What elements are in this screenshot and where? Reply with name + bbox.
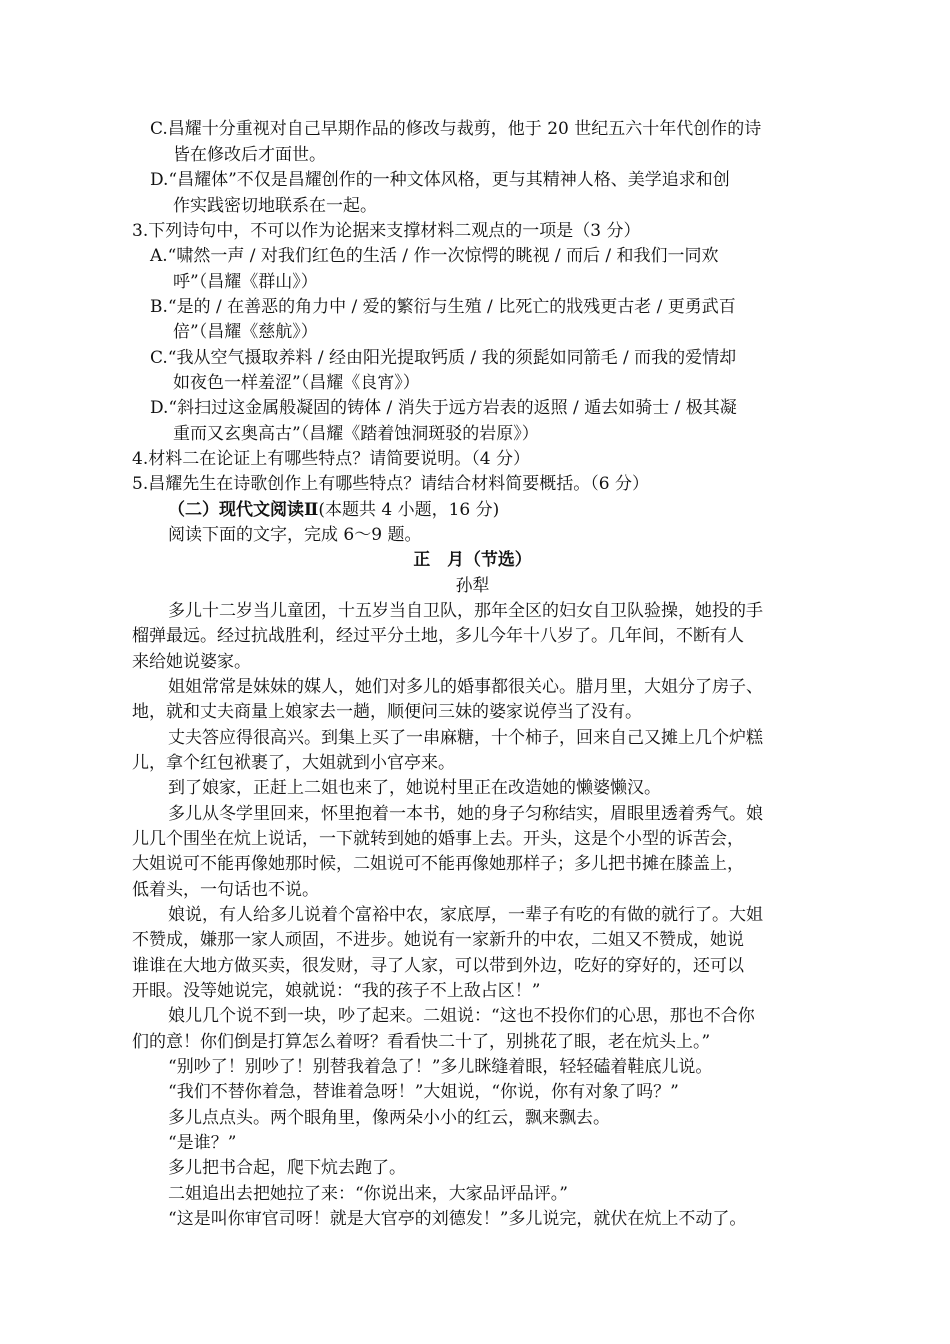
story-line: 到了娘家，正赶上二姐也来了，她说村里正在改造她的懒婆懒汉。	[168, 778, 661, 798]
question-3-stem: 3.下列诗句中，不可以作为论据来支撑材料二观点的一项是（3 分）	[132, 221, 641, 241]
q3-option-b-line-1: B.“是的 / 在善恶的角力中 / 爱的繁衍与生殖 / 比死亡的戕残更古老 / 更勇武百	[150, 297, 736, 317]
option-d-line-2: 作实践密切地联系在一起。	[173, 196, 377, 216]
story-line: 娘说，有人给多儿说着个富裕中农，家底厚，一辈子有吃的有做的就行了。大姐	[168, 905, 763, 925]
story-line: 儿几个围坐在炕上说话，一下就转到她的婚事上去。开头，这是个小型的诉苦会，	[132, 829, 744, 849]
story-line: “我们不替你着急，替谁着急呀！”大姐说，“你说，你有对象了吗？”	[168, 1082, 679, 1102]
story-line: 儿，拿个红包袱裹了，大姐就到小官亭来。	[132, 753, 455, 773]
story-author: 孙犁	[455, 576, 490, 596]
q3-option-b-line-2: 倍”（昌耀《慈航》）	[173, 322, 318, 342]
q3-option-c-line-1: C.“我从空气摄取养料 / 经由阳光提取钙质 / 我的须髭如同箭毛 / 而我的爱情却	[150, 348, 737, 368]
question-4: 4.材料二在论证上有哪些特点？请简要说明。（4 分）	[132, 449, 530, 469]
story-line: 谁谁在大地方做买卖，很发财，寻了人家，可以带到外边，吃好的穿好的，还可以	[132, 956, 744, 976]
story-line: 丈夫答应得很高兴。到集上买了一串麻糖，十个柿子，回来自己又摊上几个炉糕	[168, 728, 763, 748]
story-line: “别吵了！别吵了！别替我着急了！”多儿眯缝着眼，轻轻磕着鞋底儿说。	[168, 1057, 713, 1077]
story-line: 不赞成，嫌那一家人顽固，不进步。她说有一家新升的中农，二姐又不赞成，她说	[132, 930, 744, 950]
story-title: 正 月（节选）	[413, 550, 532, 570]
story-line: 们的意！你们倒是打算怎么着呀？看看快二十了，别挑花了眼，老在炕头上。”	[132, 1032, 711, 1052]
story-line: 开眼。没等她说完，娘就说：“我的孩子不上敌占区！”	[132, 981, 541, 1001]
q3-option-d-line-2: 重而又玄奥高古”（昌耀《踏着蚀洞斑驳的岩原》）	[173, 424, 539, 444]
story-line: “是谁？”	[168, 1133, 237, 1153]
story-line: 大姐说可不能再像她那时候，二姐说可不能再像她那样子；多儿把书摊在膝盖上，	[132, 854, 744, 874]
story-line: 榴弹最远。经过抗战胜利，经过平分土地，多儿今年十八岁了。几年间，不断有人	[132, 626, 744, 646]
story-line: 二姐追出去把她拉了来：“你说出来，大家品评品评。”	[168, 1184, 568, 1204]
story-line: 低着头，一句话也不说。	[132, 880, 319, 900]
section-heading	[168, 498, 499, 522]
story-line: 多儿把书合起，爬下炕去跑了。	[168, 1158, 406, 1178]
option-d-line-1: D.“昌耀体”不仅是昌耀创作的一种文体风格，更与其精神人格、美学追求和创	[150, 170, 730, 190]
story-line: 多儿十二岁当儿童团，十五岁当自卫队，那年全区的妇女自卫队验操，她投的手	[168, 601, 763, 621]
story-line: 多儿从冬学里回来，怀里抱着一本书，她的身子匀称结实，眉眼里透着秀气。娘	[168, 804, 763, 824]
q3-option-a-line-1: A.“啸然一声 / 对我们红色的生活 / 作一次惊愕的眺视 / 而后 / 和我们一同欢	[150, 246, 719, 266]
section-heading-title: （二）现代文阅读Ⅱ	[168, 500, 319, 520]
story-line: “这是叫你审官司呀！就是大官亭的刘德发！”多儿说完，就伏在炕上不动了。	[168, 1209, 747, 1229]
q3-option-d-line-1: D.“斜扫过这金属般凝固的铸体 / 消失于远方岩表的返照 / 遁去如骑士 / 极其凝	[150, 398, 737, 418]
q3-option-a-line-2: 呼”（昌耀《群山》）	[173, 272, 318, 292]
q3-option-c-line-2: 如夜色一样羞涩”（昌耀《良宵》）	[173, 373, 420, 393]
question-5: 5.昌耀先生在诗歌创作上有哪些特点？请结合材料简要概括。（6 分）	[132, 474, 649, 494]
section-instruction: 阅读下面的文字，完成 6～9 题。	[168, 525, 422, 545]
option-c-line-1: C.昌耀十分重视对自己早期作品的修改与裁剪，他于 20 世纪五六十年代创作的诗	[150, 119, 762, 139]
story-line: 姐姐常常是妹妹的媒人，她们对多儿的婚事都很关心。腊月里，大姐分了房子、	[168, 677, 763, 697]
option-c-line-2: 皆在修改后才面世。	[173, 145, 326, 165]
story-line: 娘儿几个说不到一块，吵了起来。二姐说：“这也不投你们的心思，那也不合你	[168, 1006, 755, 1026]
section-heading-note: (本题共 4 小题，16 分)	[318, 500, 500, 520]
story-line: 地，就和丈夫商量上娘家去一趟，顺便问三妹的婆家说停当了没有。	[132, 702, 642, 722]
story-line: 多儿点点头。两个眼角里，像两朵小小的红云，飘来飘去。	[168, 1108, 610, 1128]
story-line: 来给她说婆家。	[132, 652, 251, 672]
